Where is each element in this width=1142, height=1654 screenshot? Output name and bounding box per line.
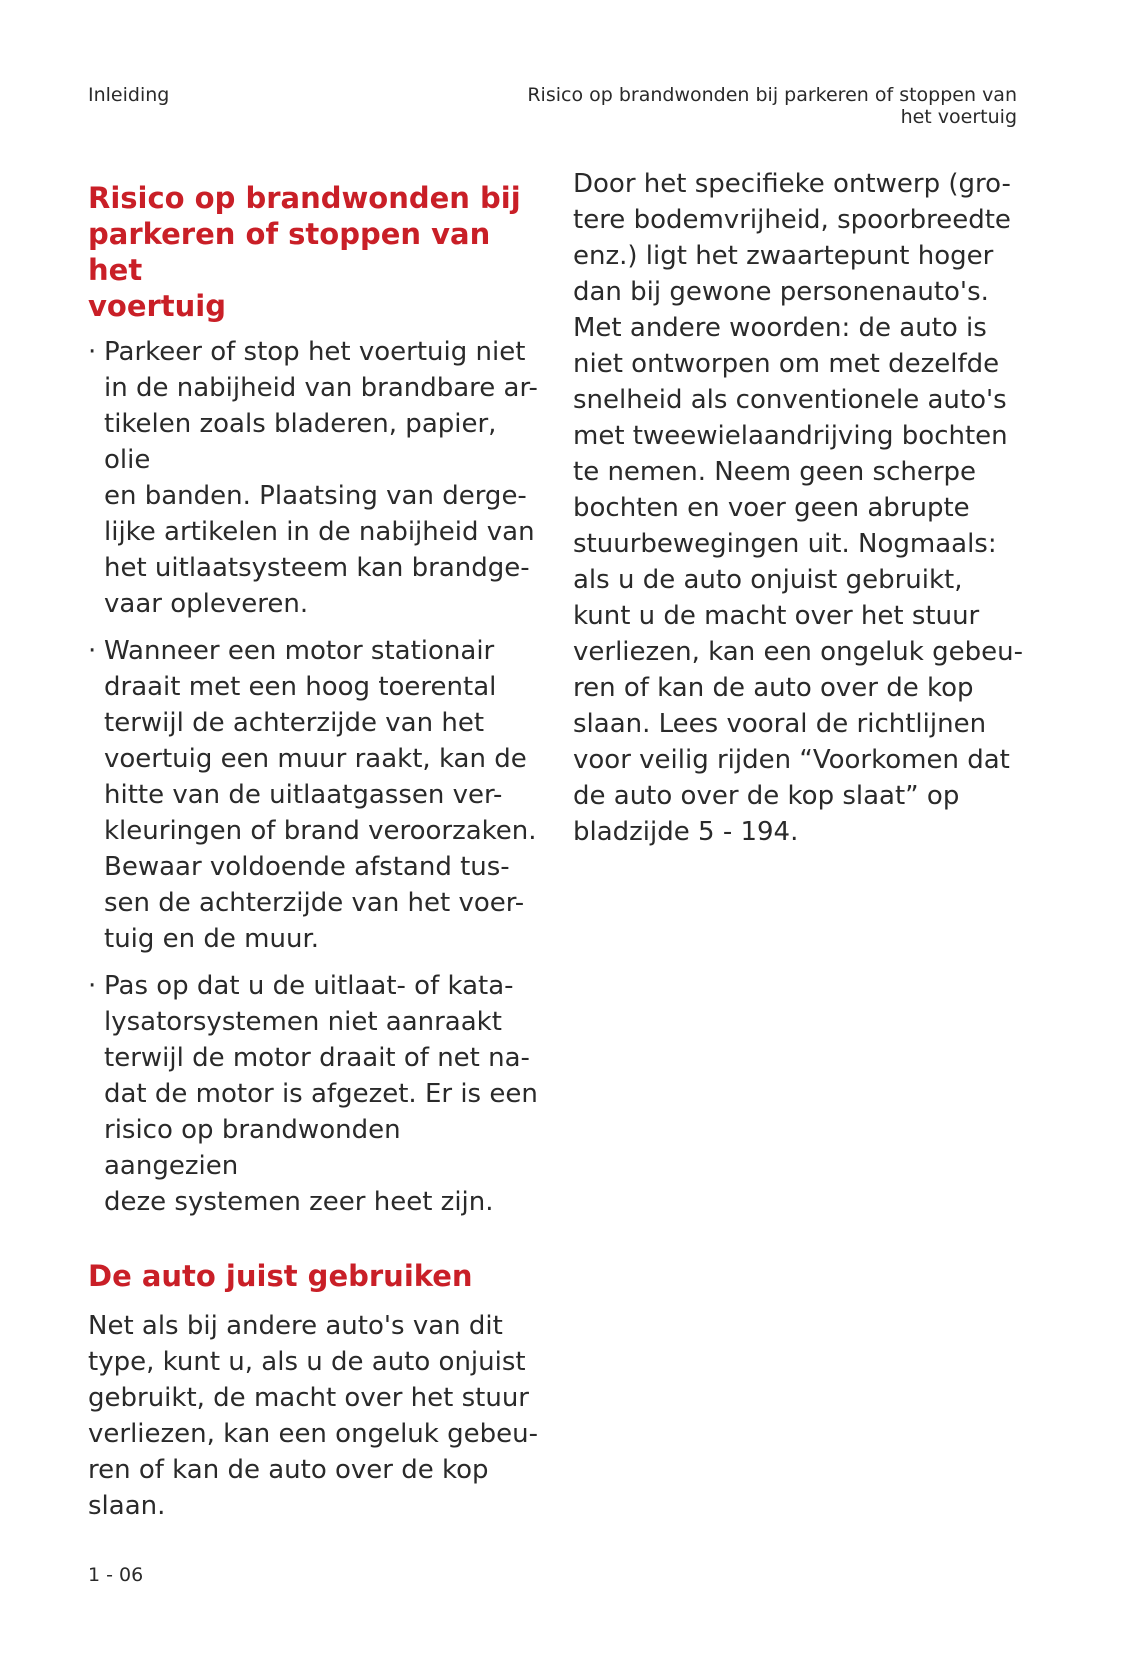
text-line: terwijl de achterzijde van het	[104, 708, 485, 738]
section-title-line: voertuig	[88, 289, 227, 323]
text-line: Pas op dat u de uitlaat- of kata-	[104, 971, 514, 1001]
section-title-line: Risico op brandwonden bij	[88, 181, 521, 215]
text-line: tuig en de muur.	[104, 924, 320, 954]
bullet-dot-icon: ·	[88, 636, 97, 666]
text-line: dat de motor is afgezet. Er is een	[104, 1079, 538, 1109]
running-header-section-line2: het voertuig	[900, 106, 1017, 128]
text-line: slaan.	[88, 1491, 166, 1521]
text-line: bladzijde 5 - 194.	[573, 817, 799, 847]
text-line: kleuringen of brand veroorzaken.	[104, 816, 537, 846]
text-line: Wanneer een motor stationair	[104, 636, 495, 666]
text-line: Bewaar voldoende afstand tus-	[104, 852, 510, 882]
text-line: bochten en voer geen abrupte	[573, 493, 970, 523]
text-line: draait met een hoog toerental	[104, 672, 497, 702]
burn-risk-bullet-list	[88, 334, 543, 1220]
page-number: 1 - 06	[88, 1564, 144, 1586]
text-line: gebruikt, de macht over het stuur	[88, 1383, 529, 1413]
text-line: kunt u de macht over het stuur	[573, 601, 980, 631]
text-line: ren of kan de auto over de kop	[573, 673, 974, 703]
text-line: lysatorsystemen niet aanraakt	[104, 1007, 502, 1037]
text-line: te nemen. Neem geen scherpe	[573, 457, 977, 487]
section-title-correct-use: De auto juist gebruiken	[88, 1259, 473, 1293]
text-line: voertuig een muur raakt, kan de	[104, 744, 527, 774]
text-line: sen de achterzijde van het voer-	[104, 888, 525, 918]
bullet-item-flammable-items	[88, 334, 543, 622]
text-line: ren of kan de auto over de kop	[88, 1455, 489, 1485]
text-line: hitte van de uitlaatgassen ver-	[104, 780, 503, 810]
text-line: de auto over de kop slaat” op	[573, 781, 960, 811]
text-line: niet ontworpen om met dezelfde	[573, 349, 1000, 379]
text-line: verliezen, kan een ongeluk gebeu-	[573, 637, 1023, 667]
text-line: als u de auto onjuist gebruikt,	[573, 565, 963, 595]
right-column	[573, 166, 1023, 850]
text-line: en banden. Plaatsing van derge-	[104, 481, 527, 511]
text-line: tere bodemvrijheid, spoorbreedte	[573, 205, 1011, 235]
text-line: in de nabijheid van brandbare ar-	[104, 373, 538, 403]
text-line: Door het specifieke ontwerp (gro-	[573, 169, 1011, 199]
section-title-line: parkeren of stoppen van het	[88, 217, 491, 287]
running-header-chapter: Inleiding	[88, 84, 170, 106]
text-line: lijke artikelen in de nabijheid van	[104, 517, 535, 547]
text-line: terwijl de motor draait of net na-	[104, 1043, 530, 1073]
section-correct-use	[88, 1258, 543, 1524]
bullet-dot-icon: ·	[88, 337, 97, 367]
text-line: type, kunt u, als u de auto onjuist	[88, 1347, 526, 1377]
text-line: met tweewielaandrijving bochten	[573, 421, 1008, 451]
text-line: snelheid als conventionele auto's	[573, 385, 1007, 415]
text-line: Net als bij andere auto's van dit	[88, 1311, 503, 1341]
rollover-paragraph	[573, 166, 1023, 850]
text-line: vaar opleveren.	[104, 589, 309, 619]
text-line: stuurbewegingen uit. Nogmaals:	[573, 529, 997, 559]
left-column	[88, 180, 543, 1524]
text-line: enz.) ligt het zwaartepunt hoger	[573, 241, 994, 271]
correct-use-paragraph	[88, 1308, 543, 1524]
text-line: risico op brandwonden aangezien	[104, 1115, 401, 1181]
bullet-item-idling-wall	[88, 633, 543, 957]
running-header-section-line1: Risico op brandwonden bij parkeren of stoppen van	[527, 84, 1017, 106]
text-line: Parkeer of stop het voertuig niet	[104, 337, 526, 367]
text-line: tikelen zoals bladeren, papier, olie	[104, 409, 497, 475]
text-line: dan bij gewone personenauto's.	[573, 277, 989, 307]
text-line: Met andere woorden: de auto is	[573, 313, 987, 343]
text-line: het uitlaatsysteem kan brandge-	[104, 553, 530, 583]
text-line: voor veilig rijden “Voorkomen dat	[573, 745, 1010, 775]
text-line: verliezen, kan een ongeluk gebeu-	[88, 1419, 538, 1449]
section-title-burn-risk	[88, 180, 543, 324]
running-header-section	[497, 84, 1017, 128]
bullet-item-hot-exhaust	[88, 968, 543, 1220]
text-line: slaan. Lees vooral de richtlijnen	[573, 709, 987, 739]
text-line: deze systemen zeer heet zijn.	[104, 1187, 494, 1217]
bullet-dot-icon: ·	[88, 971, 97, 1001]
